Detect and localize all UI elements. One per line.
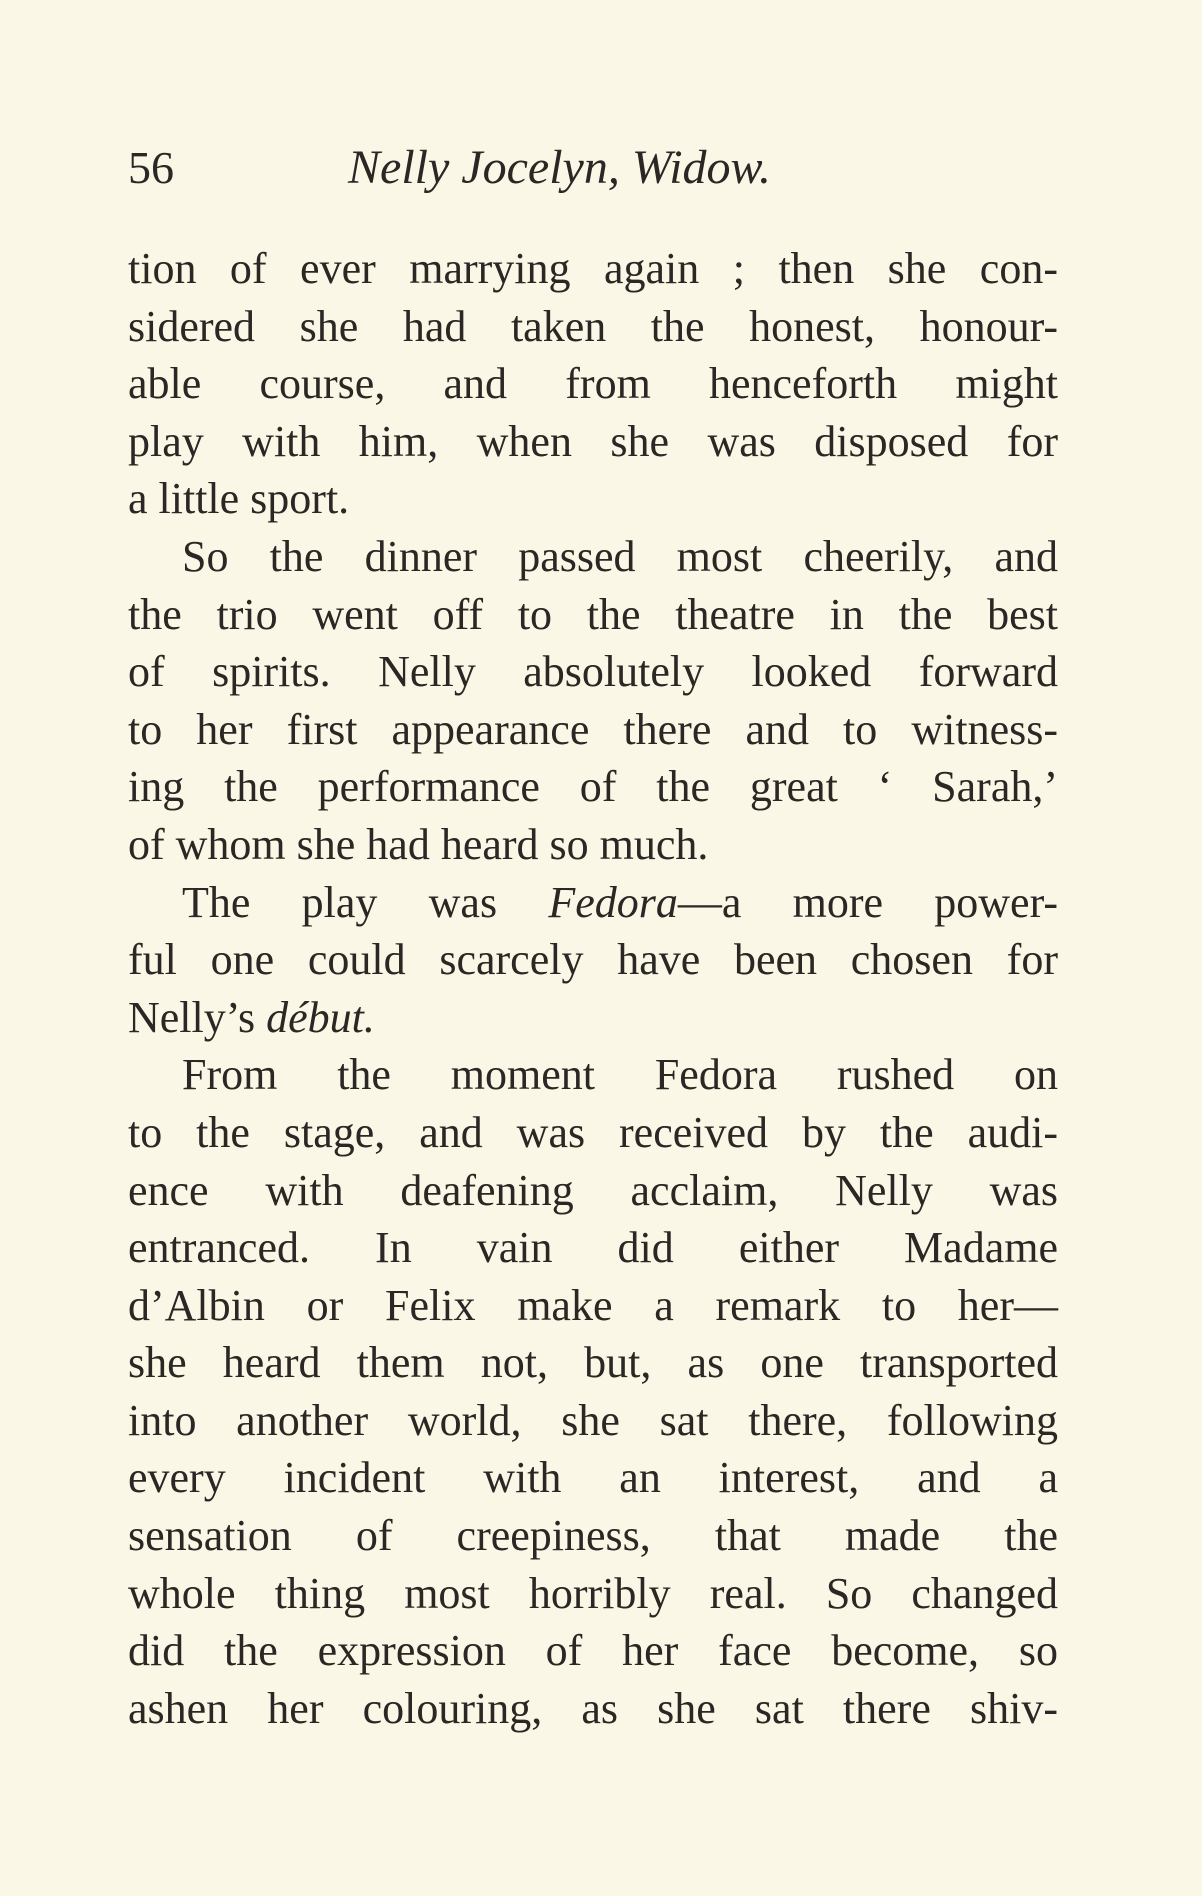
running-head <box>128 138 1068 208</box>
text-line: to the stage, and was received by the audi- <box>128 1107 1058 1157</box>
text-line: ence with deafening acclaim, Nelly was <box>128 1165 1058 1215</box>
text-line: ing the performance of the great ‘ Sarah,’ <box>128 762 1058 812</box>
text-line: the trio went off to the theatre in the best <box>128 589 1058 639</box>
text-line: ashen her colouring, as she sat there shiv- <box>128 1683 1058 1733</box>
italic-word: début. <box>266 992 375 1042</box>
text-line: sidered she had taken the honest, honour- <box>128 301 1058 351</box>
text-run: The play was <box>182 877 549 927</box>
text-line: whole thing most horribly real. So changed <box>128 1568 1058 1618</box>
text-line: From the moment Fedora rushed on <box>182 1050 1058 1100</box>
text-line <box>128 874 1058 932</box>
body-text <box>128 240 1058 1737</box>
text-run: —a more power- <box>677 877 1058 927</box>
text-line: did the expression of her face become, so <box>128 1626 1058 1676</box>
italic-title: Fedora <box>548 877 678 927</box>
text-line: play with him, when she was disposed for <box>128 416 1058 466</box>
text-line: So the dinner passed most cheerily, and <box>182 531 1058 581</box>
text-line: tion of ever marrying again ; then she con- <box>128 244 1058 293</box>
page-number: 56 <box>128 142 174 193</box>
text-line: ful one could scarcely have been chosen for <box>128 935 1058 985</box>
text-line: to her first appearance there and to witness- <box>128 704 1058 754</box>
text-line <box>128 989 1058 1047</box>
text-line: sensation of creepiness, that made the <box>128 1511 1058 1561</box>
text-line: d’Albin or Felix make a remark to her— <box>128 1280 1058 1330</box>
running-title: Nelly Jocelyn, Widow. <box>348 141 771 194</box>
text-line: able course, and from henceforth might <box>128 359 1058 409</box>
text-line: into another world, she sat there, following <box>128 1395 1058 1445</box>
text-line: entranced. In vain did either Madame <box>128 1223 1058 1273</box>
text-line: of spirits. Nelly absolutely looked forward <box>128 647 1058 697</box>
text-line: every incident with an interest, and a <box>128 1453 1058 1503</box>
text-line: of whom she had heard so much. <box>128 819 709 869</box>
text-line: a little sport. <box>128 474 350 524</box>
text-line: she heard them not, but, as one transported <box>128 1338 1058 1388</box>
text-run: Nelly’s <box>128 992 267 1042</box>
